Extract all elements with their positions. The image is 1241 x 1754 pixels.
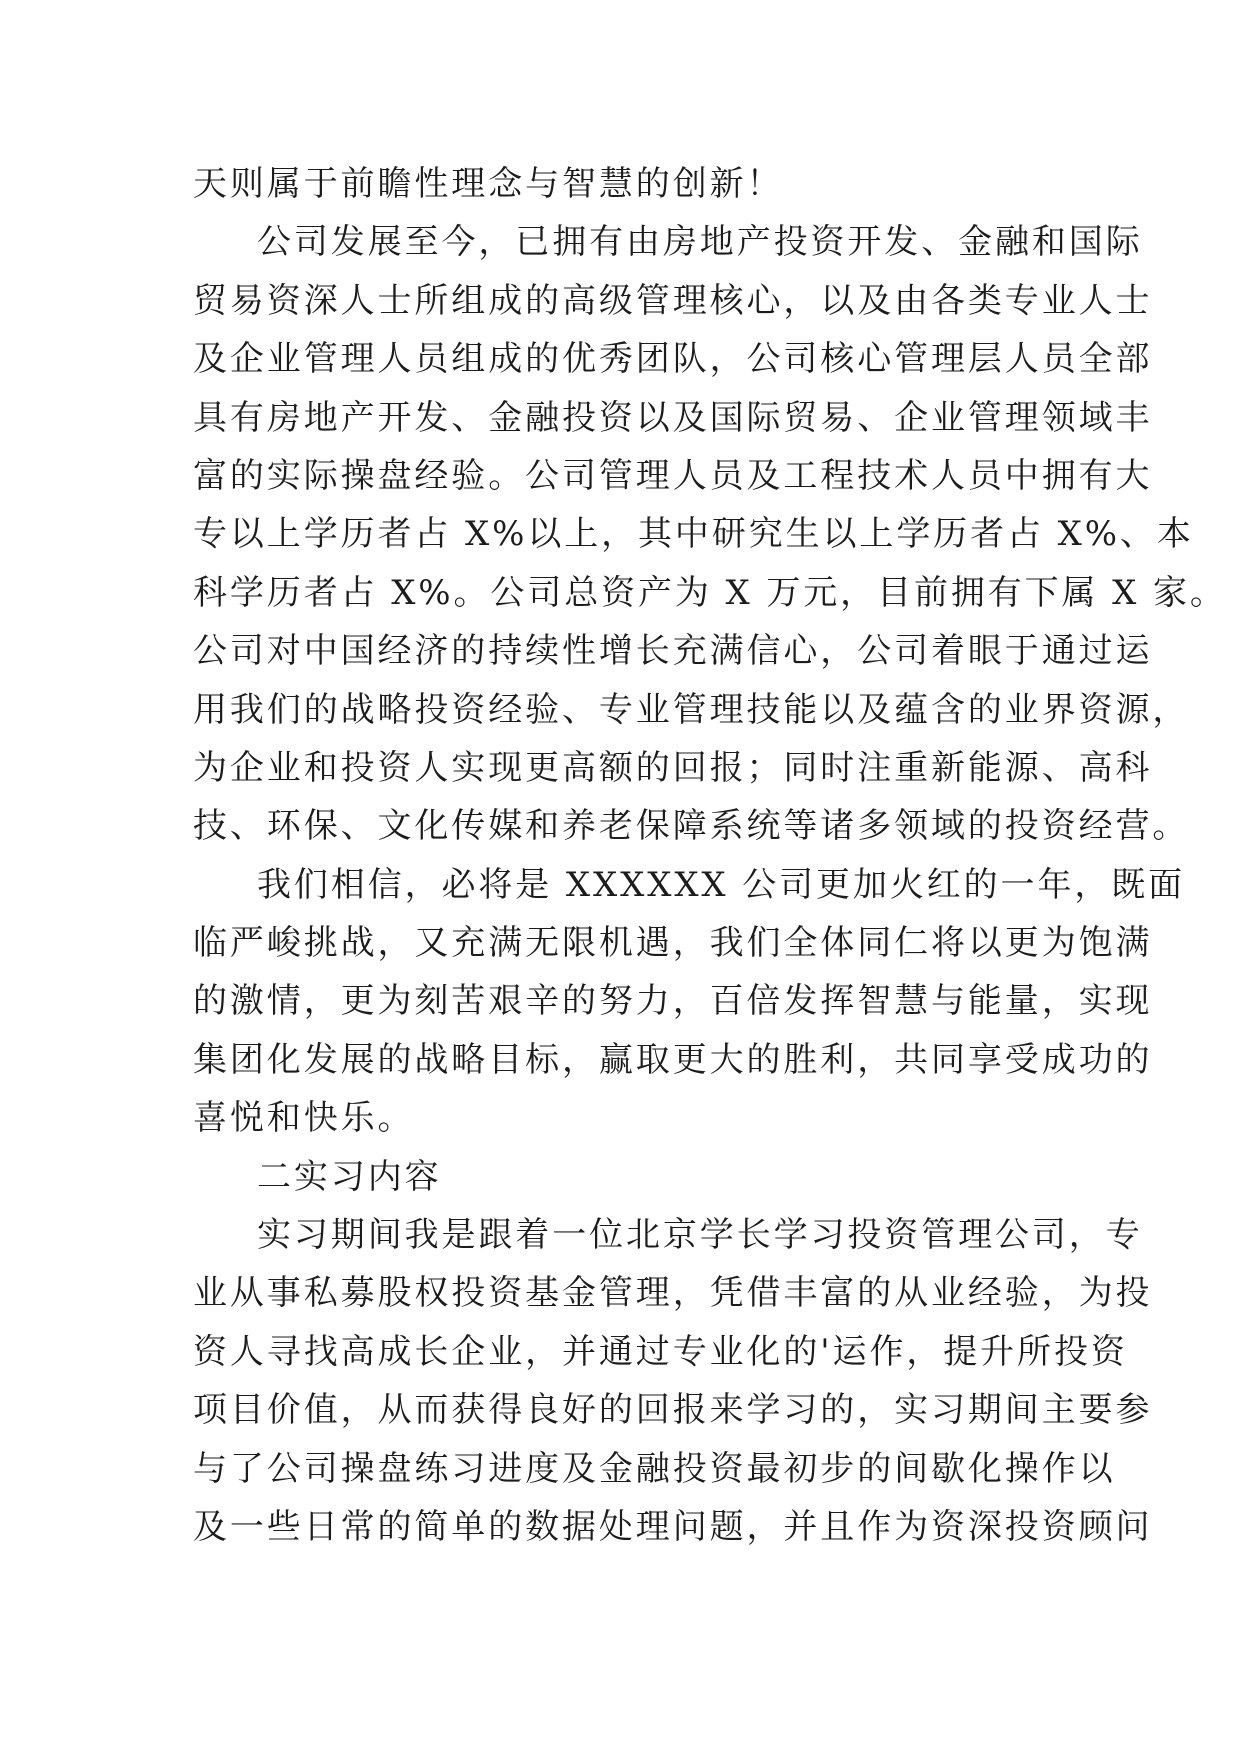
paragraph-line: 的激情，更为刻苦艰辛的努力，百倍发挥智慧与能量，实现 [193, 981, 1153, 1022]
paragraph-line: 集团化发展的战略目标，赢取更大的胜利，共同享受成功的 [193, 1039, 1153, 1080]
paragraph-line: 贸易资深人士所组成的高级管理核心，以及由各类专业人士 [193, 280, 1153, 321]
paragraph-line: 及一些日常的简单的数据处理问题，并且作为资深投资顾问 [193, 1506, 1153, 1547]
paragraph-line: 实习期间我是跟着一位北京学长学习投资管理公司，专 [257, 1215, 1143, 1256]
paragraph-line: 专以上学历者占 X%以上，其中研究生以上学历者占 X%、本 [193, 514, 1194, 555]
paragraph-line: 项目价值，从而获得良好的回报来学习的，实习期间主要参 [193, 1390, 1153, 1431]
section-heading: 二实习内容 [257, 1156, 442, 1197]
paragraph-line: 公司发展至今，已拥有由房地产投资开发、金融和国际 [257, 222, 1143, 263]
paragraph-line: 用我们的战略投资经验、专业管理技能以及蕴含的业界资源， [193, 689, 1190, 730]
paragraph-line: 公司对中国经济的持续性增长充满信心，公司着眼于通过运 [193, 631, 1153, 672]
paragraph-line: 我们相信，必将是 XXXXXX 公司更加火红的一年，既面 [257, 864, 1186, 905]
document-body [193, 155, 1227, 1556]
paragraph-line: 科学历者占 X%。公司总资产为 X 万元，目前拥有下属 X 家。 [193, 572, 1227, 613]
paragraph-line: 喜悦和快乐。 [193, 1098, 415, 1139]
paragraph-line: 具有房地产开发、金融投资以及国际贸易、企业管理领域丰 [193, 397, 1153, 438]
paragraph-line: 天则属于前瞻性理念与智慧的创新！ [193, 164, 784, 204]
paragraph-line: 临严峻挑战，又充满无限机遇，我们全体同仁将以更为饱满 [193, 923, 1153, 964]
paragraph-line: 技、环保、文化传媒和养老保障系统等诸多领域的投资经营。 [193, 806, 1190, 847]
paragraph-line: 及企业管理人员组成的优秀团队，公司核心管理层人员全部 [193, 339, 1153, 380]
paragraph-line: 为企业和投资人实现更高额的回报；同时注重新能源、高科 [193, 747, 1153, 788]
paragraph-line: 业从事私募股权投资基金管理，凭借丰富的从业经验，为投 [193, 1273, 1153, 1314]
paragraph-line: 资人寻找高成长企业，并通过专业化的'运作，提升所投资 [193, 1331, 1128, 1372]
paragraph-line: 富的实际操盘经验。公司管理人员及工程技术人员中拥有大 [193, 455, 1153, 496]
paragraph-line: 与了公司操盘练习进度及金融投资最初步的间歇化操作以 [193, 1448, 1116, 1489]
